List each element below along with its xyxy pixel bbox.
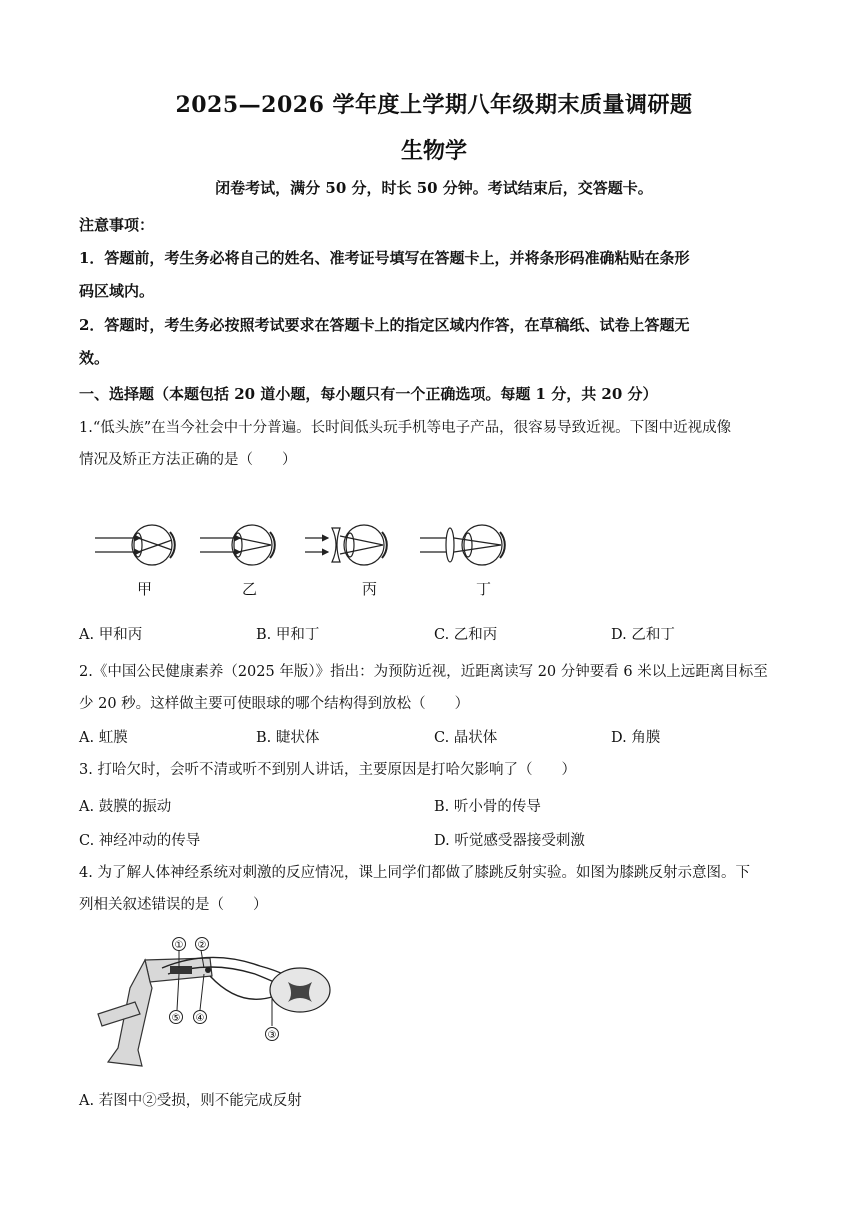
q1-stem-line-1: 1.“低头族”在当今社会中十分普遍。长时间低头玩手机等电子产品，很容易导致近视。下图中近视成像 — [79, 420, 732, 436]
subject-title: 生物学 — [400, 138, 467, 164]
figure-label-bing: 丙 — [362, 580, 378, 598]
q2-option-d: D. 角膜 — [611, 730, 661, 746]
exam-info: 闭卷考试，满分 50 分，时长 50 分钟。考试结束后，交答题卡。 — [215, 179, 653, 197]
knee-reflex-svg — [90, 928, 335, 1078]
notes-heading: 注意事项： — [79, 216, 155, 234]
note-1-line-1: 1．答题前，考生务必将自己的姓名、准考证号填写在答题卡上，并将条形码准确粘贴在条形 — [79, 249, 690, 267]
q4-stem-line-2: 列相关叙述错误的是（ ） — [79, 897, 268, 913]
q2-option-b: B. 睫状体 — [256, 730, 320, 746]
figure-label-jia: 甲 — [137, 580, 153, 598]
note-2-line-1: 2．答题时，考生务必按照考试要求在答题卡上的指定区域内作答，在草稿纸、试卷上答题无 — [79, 316, 690, 334]
label-1: ① — [174, 940, 184, 951]
q1-stem-line-2: 情况及矫正方法正确的是（ ） — [79, 452, 297, 468]
q2-stem-line-2: 少 20 秒。这样做主要可使眼球的哪个结构得到放松（ ） — [79, 696, 470, 712]
section-1-heading: 一、选择题（本题包括 20 道小题，每小题只有一个正确选项。每题 1 分，共 20 分） — [79, 385, 658, 403]
q1-eye-diagram — [90, 518, 530, 608]
label-4: ④ — [195, 1013, 205, 1024]
note-1-line-2: 码区域内。 — [79, 282, 155, 300]
q4-knee-reflex-diagram — [90, 928, 335, 1078]
q3-option-b: B. 听小骨的传导 — [434, 799, 541, 815]
q3-option-d: D. 听觉感受器接受刺激 — [434, 833, 585, 849]
q2-stem-line-1: 2.《中国公民健康素养（2025 年版）》指出：为预防近视，近距离读写 20 分钟要看 6 米以上远距离目标至 — [79, 664, 768, 680]
q1-option-b: B. 甲和丁 — [256, 627, 320, 643]
label-2: ② — [197, 940, 207, 951]
q1-option-c: C. 乙和丙 — [434, 627, 498, 643]
q3-option-c: C. 神经冲动的传导 — [79, 833, 201, 849]
figure-label-yi: 乙 — [242, 580, 258, 598]
figure-label-ding: 丁 — [476, 580, 492, 598]
eye-diagram-yi — [200, 525, 275, 565]
exam-title: 2025—2026 学年度上学期八年级期末质量调研题 — [175, 92, 693, 118]
q1-option-d: D. 乙和丁 — [611, 627, 675, 643]
label-3: ③ — [267, 1030, 277, 1041]
q4-stem-line-1: 4. 为了解人体神经系统对刺激的反应情况，课上同学们都做了膝跳反射实验。如图为膝跳反射示意图。下 — [79, 865, 750, 881]
q4-option-a: A. 若图中②受损，则不能完成反射 — [79, 1093, 302, 1109]
eye-diagram-jia — [95, 525, 175, 565]
eye-diagrams-svg — [90, 518, 530, 608]
q1-option-a: A. 甲和丙 — [79, 627, 143, 643]
label-5: ⑤ — [171, 1013, 181, 1024]
q2-option-a: A. 虹膜 — [79, 730, 128, 746]
eye-diagram-ding — [420, 525, 505, 565]
q2-option-c: C. 晶状体 — [434, 730, 498, 746]
q3-option-a: A. 鼓膜的振动 — [79, 799, 172, 815]
eye-diagram-bing — [305, 525, 387, 565]
q3-stem: 3. 打哈欠时，会听不清或听不到别人讲话，主要原因是打哈欠影响了（ ） — [79, 762, 576, 778]
note-2-line-2: 效。 — [79, 349, 110, 367]
